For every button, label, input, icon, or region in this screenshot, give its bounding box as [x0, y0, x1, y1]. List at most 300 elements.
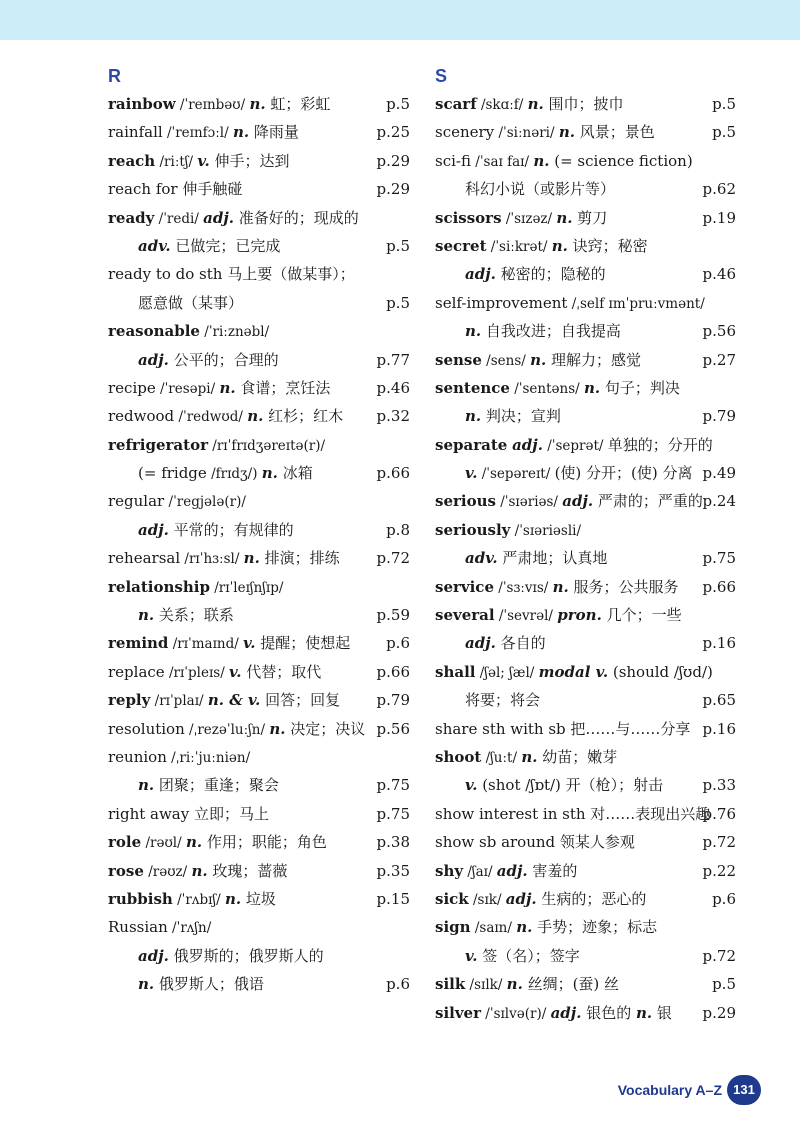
phonetic: /ˈrʌʃn/ — [167, 920, 212, 937]
entry-text — [435, 999, 672, 1028]
part-of-speech: n. — [219, 378, 236, 397]
part-of-speech: n. — [138, 776, 155, 795]
definition: 剪刀 — [572, 208, 608, 227]
part-of-speech: adj. — [505, 889, 537, 908]
definition: 理解力；感觉 — [546, 350, 642, 369]
phonetic: /rəʊz/ — [143, 863, 192, 880]
entry-line — [435, 999, 736, 1027]
page-reference: p.76 — [702, 804, 736, 823]
definition: 各自的 — [495, 634, 546, 653]
entry-line — [108, 487, 410, 515]
headword: ready — [108, 208, 155, 227]
phonetic: /sens/ — [481, 352, 531, 369]
definition: 判决；宣判 — [481, 407, 561, 426]
phonetic: /ˈriːznəbl/ — [199, 324, 270, 341]
phonetic: /ˈreɪnbəʊ/ — [175, 97, 250, 113]
entry-list-r — [108, 90, 410, 999]
headword: shall — [435, 662, 476, 681]
phonetic: /sɪlk/ — [465, 977, 507, 994]
headword: sick — [435, 889, 469, 908]
entry-text — [108, 573, 283, 602]
definition: 准备好的；现成的 — [234, 208, 359, 227]
entry-text — [435, 118, 655, 147]
entry-continuation — [435, 942, 736, 970]
definition: 单独的；分开的 — [607, 435, 713, 454]
headword: shoot — [435, 747, 482, 766]
definition: 愿意做（某事） — [138, 293, 244, 312]
definition: sci-fi — [435, 151, 471, 170]
part-of-speech: v. — [465, 946, 478, 965]
page-reference: p.19 — [702, 208, 736, 227]
entry-text — [435, 800, 711, 828]
page-reference: p.49 — [702, 464, 736, 483]
entry-continuation — [108, 232, 410, 260]
entry-text — [465, 317, 621, 345]
phonetic: /rɪˈhɜːsl/ — [180, 551, 244, 568]
entry-text — [435, 970, 619, 999]
entry-continuation — [108, 942, 410, 970]
definition: redwood — [108, 407, 175, 426]
entry-line — [108, 175, 410, 203]
definition: reach for 伸手触碰 — [108, 180, 243, 199]
headword: silver — [435, 1003, 482, 1022]
definition: 虹；彩虹 — [265, 95, 331, 113]
headword: rainbow — [108, 95, 176, 113]
definition: 平常的；有规律的 — [168, 520, 294, 539]
definition: (shot /ʃɒt/) 开（枪）；射击 — [477, 776, 664, 795]
definition: 玫瑰；蔷薇 — [207, 861, 288, 880]
page-reference: p.46 — [376, 378, 410, 397]
definition: 排演；排练 — [259, 549, 340, 568]
definition: (使) 分开；(使) 分离 — [554, 464, 693, 483]
part-of-speech: adj. — [465, 634, 496, 653]
page-reference: p.15 — [376, 889, 410, 908]
page-reference: p.16 — [702, 719, 736, 738]
part-of-speech: adj. — [562, 492, 594, 511]
definition: 科幻小说（或影片等） — [465, 180, 616, 199]
part-of-speech: n. — [247, 407, 264, 426]
headword: several — [435, 606, 495, 625]
entry-text — [138, 771, 279, 799]
definition: 关系；联系 — [154, 606, 234, 625]
phonetic: /ˌriːˈjuːniən/ — [166, 749, 251, 766]
entry-line — [435, 289, 736, 317]
page-reference: p.5 — [712, 123, 736, 142]
entry-text — [108, 544, 340, 573]
definition: (= fridge — [138, 464, 207, 483]
entry-text — [435, 289, 705, 318]
page-reference: p.6 — [386, 634, 410, 653]
entry-text — [108, 857, 287, 886]
entry-line — [108, 857, 410, 885]
entry-text — [108, 800, 269, 828]
entry-text — [435, 374, 680, 403]
page-reference: p.56 — [702, 322, 736, 341]
definition: 手势；迹象；标志 — [532, 918, 658, 937]
phonetic: /ˈsiːkrət/ — [486, 238, 552, 255]
page-reference: p.77 — [376, 350, 410, 369]
definition: rainfall — [108, 123, 163, 142]
part-of-speech: n. — [138, 606, 155, 625]
entry-text — [465, 402, 561, 430]
entry-text — [435, 857, 577, 886]
definition: reunion — [108, 747, 167, 766]
phonetic: /riːtʃ/ — [155, 153, 198, 170]
page-reference: p.5 — [712, 975, 736, 994]
headword: seriously — [435, 520, 511, 539]
entry-line — [108, 204, 410, 232]
entry-text — [138, 346, 279, 374]
phonetic: /ˈsevrəl/ — [494, 608, 558, 625]
definition: 决定；决议 — [285, 719, 366, 738]
entry-text — [435, 90, 624, 119]
page-reference: p.29 — [702, 1003, 736, 1022]
phonetic: /ˈredwʊd/ — [174, 409, 248, 426]
entry-text — [108, 402, 343, 431]
part-of-speech: n. — [138, 975, 155, 994]
entry-line — [108, 629, 410, 657]
entry-line — [435, 857, 736, 885]
page-reference: p.5 — [386, 95, 410, 113]
entry-text — [435, 743, 617, 772]
entry-line — [108, 90, 410, 118]
definition: 银色的 — [581, 1003, 636, 1022]
definition: 代替；取代 — [241, 662, 322, 681]
phonetic: /sɪk/ — [468, 891, 506, 908]
definition: 丝绸；(蚕) 丝 — [522, 975, 620, 994]
phonetic: /ˈsɪəriəsli/ — [510, 522, 582, 539]
entry-line — [435, 913, 736, 941]
entry-continuation — [435, 175, 736, 203]
part-of-speech: v. — [465, 776, 478, 795]
entry-line — [435, 885, 736, 913]
entry-text — [465, 544, 607, 572]
page-reference: p.72 — [702, 833, 736, 852]
entry-continuation — [435, 317, 736, 345]
page-reference: p.79 — [376, 691, 410, 710]
definition: 食谱；烹饪法 — [235, 378, 331, 397]
page-reference: p.29 — [376, 180, 410, 199]
entry-line — [108, 118, 410, 146]
headword: scissors — [435, 208, 502, 227]
page-reference: p.29 — [376, 151, 410, 170]
phonetic: /ˈsaɪ faɪ/ — [470, 153, 534, 170]
entry-continuation — [108, 289, 410, 317]
page-reference: p.75 — [702, 549, 736, 568]
entry-text — [435, 601, 682, 630]
entry-text — [108, 260, 355, 288]
entry-continuation — [108, 601, 410, 629]
headword: relationship — [108, 577, 210, 596]
entry-continuation — [435, 459, 736, 487]
phonetic: /skɑːf/ — [476, 97, 528, 113]
entry-text — [108, 175, 242, 203]
page-reference: p.38 — [376, 833, 410, 852]
definition: self-improvement — [435, 293, 568, 312]
entry-text — [108, 147, 290, 176]
page-reference: p.25 — [376, 123, 410, 142]
part-of-speech: n. — [527, 95, 544, 113]
headword: remind — [108, 634, 169, 653]
entry-text — [465, 771, 663, 799]
definition: 提醒；使想起 — [255, 634, 351, 653]
entry-line — [108, 431, 410, 459]
entry-line — [108, 658, 410, 686]
page-reference: p.22 — [702, 861, 736, 880]
footer-section-label: Vocabulary A–Z — [617, 1082, 722, 1098]
definition: 诀窍；秘密 — [567, 236, 648, 255]
entry-text — [435, 828, 635, 856]
headword: separate — [435, 435, 508, 454]
phonetic: /ˈsɪzəz/ — [501, 210, 557, 227]
definition: replace — [108, 662, 165, 681]
headword: sense — [435, 350, 482, 369]
entry-text — [108, 431, 325, 460]
definition: 已做完；已完成 — [170, 236, 281, 255]
entry-continuation — [108, 771, 410, 799]
headword: reasonable — [108, 322, 200, 341]
entry-text — [435, 885, 646, 914]
page-reference: p.46 — [702, 265, 736, 284]
entry-text — [435, 147, 693, 176]
entry-text — [108, 204, 359, 233]
entry-line — [435, 232, 736, 260]
phonetic: /ˈregjələ(r)/ — [164, 494, 246, 511]
headword: role — [108, 833, 142, 852]
page-reference: p.66 — [376, 464, 410, 483]
part-of-speech: modal v. — [538, 662, 609, 681]
part-of-speech: n. — [232, 123, 250, 142]
entry-text — [465, 260, 606, 288]
page-reference: p.66 — [376, 662, 410, 681]
part-of-speech: n. — [191, 861, 208, 880]
part-of-speech: adj. — [550, 1003, 582, 1022]
entry-line — [435, 90, 736, 118]
part-of-speech: n. — [465, 407, 482, 426]
headword: serious — [435, 492, 496, 511]
entry-text — [435, 232, 648, 261]
definition: 自我改进；自我提高 — [481, 322, 621, 341]
part-of-speech: n. — [249, 95, 266, 113]
definition: 降雨量 — [249, 123, 299, 142]
phonetic: /ˈredi/ — [154, 210, 204, 227]
entry-line — [435, 601, 736, 629]
entry-line — [108, 573, 410, 601]
page-reference: p.16 — [702, 634, 736, 653]
page-reference: p.59 — [376, 606, 410, 625]
entry-line — [108, 828, 410, 856]
phonetic: /rəʊl/ — [141, 835, 186, 852]
entry-continuation — [108, 970, 410, 998]
definition: 回答；回复 — [260, 691, 341, 710]
part-of-speech: adj. — [203, 208, 235, 227]
definition: 围巾；披巾 — [543, 95, 624, 113]
part-of-speech: n. — [558, 123, 575, 142]
definition: 生病的；恶心的 — [536, 889, 647, 908]
column-s — [435, 62, 736, 1027]
definition: 风景；景色 — [574, 123, 655, 142]
headword: reach — [108, 151, 156, 170]
entry-line — [108, 402, 410, 430]
entry-text — [108, 374, 330, 403]
phonetic: /ˌrezəˈluːʃn/ — [184, 721, 270, 738]
definition: (= science fiction) — [549, 151, 693, 170]
entry-line — [108, 544, 410, 572]
definition: 幼苗；嫩芽 — [537, 747, 618, 766]
part-of-speech: n. — [261, 464, 278, 483]
headword: rubbish — [108, 889, 173, 908]
entry-line — [108, 686, 410, 714]
entry-text — [465, 942, 580, 970]
phonetic: /ˈrʌbɪʃ/ — [172, 891, 225, 908]
definition: (should /ʃʊd/) — [608, 662, 713, 681]
entry-text — [435, 431, 713, 460]
definition: scenery — [435, 123, 495, 142]
entry-continuation — [435, 544, 736, 572]
page-reference: p.6 — [386, 975, 410, 994]
entry-text — [138, 459, 313, 488]
part-of-speech: n. & v. — [207, 691, 261, 710]
part-of-speech: adj. — [138, 520, 169, 539]
page-reference: p.6 — [712, 889, 736, 908]
part-of-speech: v. — [229, 662, 242, 681]
definition: show interest in sth 对……表现出兴趣 — [435, 804, 711, 823]
page-reference: p.75 — [376, 804, 410, 823]
part-of-speech: n. — [584, 378, 601, 397]
entry-text — [108, 317, 269, 346]
entry-line — [108, 260, 410, 288]
headword: sign — [435, 918, 471, 937]
entry-text — [138, 601, 234, 629]
part-of-speech: n. — [516, 918, 533, 937]
entry-text — [108, 658, 321, 687]
entry-text — [108, 629, 350, 658]
definition: 俄罗斯的；俄罗斯人的 — [168, 946, 324, 965]
entry-text — [435, 658, 713, 687]
entry-line — [435, 374, 736, 402]
definition: 严肃地；认真地 — [497, 549, 608, 568]
definition: resolution — [108, 719, 185, 738]
entry-continuation — [435, 771, 736, 799]
headword: reply — [108, 691, 151, 710]
part-of-speech: adv. — [465, 549, 498, 568]
definition: 垃圾 — [241, 889, 276, 908]
page-reference: p.65 — [702, 691, 736, 710]
page-number-badge: 131 — [727, 1075, 761, 1105]
entry-line — [435, 431, 736, 459]
entry-text — [435, 573, 679, 602]
entry-text — [465, 175, 615, 203]
part-of-speech: n. — [635, 1003, 653, 1022]
entry-line — [435, 516, 736, 544]
entry-continuation — [435, 260, 736, 288]
entry-text — [138, 232, 280, 260]
page-reference: p.27 — [702, 350, 736, 369]
entry-line — [435, 147, 736, 175]
definition: Russian — [108, 918, 168, 937]
entry-line — [435, 487, 736, 515]
definition: 句子；判决 — [600, 378, 680, 397]
page-reference: p.5 — [386, 293, 410, 312]
entry-line — [108, 800, 410, 828]
entry-text — [108, 715, 365, 744]
page-reference: p.33 — [702, 776, 736, 795]
entry-line — [435, 715, 736, 743]
phonetic: /rɪˈleɪʃnʃɪp/ — [209, 579, 284, 596]
phonetic: /ˈresəpi/ — [155, 380, 220, 397]
definition: 作用；职能；角色 — [202, 833, 327, 852]
headword: silk — [435, 975, 466, 994]
entry-text — [108, 487, 246, 516]
definition: 红杉；红木 — [263, 407, 344, 426]
headword: scarf — [435, 95, 477, 113]
part-of-speech: adj. — [496, 861, 528, 880]
phonetic: /ʃəl; ʃæl/ — [475, 664, 539, 681]
definition: right away 立即；马上 — [108, 804, 269, 823]
entry-continuation — [108, 459, 410, 487]
phonetic: /frɪdʒ/) — [206, 466, 262, 483]
entry-line — [435, 743, 736, 771]
entry-text — [465, 459, 693, 488]
headword: secret — [435, 236, 487, 255]
section-letter-r: R — [108, 66, 121, 86]
entry-text — [138, 516, 294, 544]
phonetic: /rɪˈfrɪdʒəreɪtə(r)/ — [208, 437, 326, 454]
entry-text — [435, 346, 641, 375]
definition: 服务；公共服务 — [568, 577, 679, 596]
entry-text — [435, 715, 690, 743]
part-of-speech: pron. — [557, 606, 602, 625]
entry-continuation — [435, 402, 736, 430]
entry-line — [435, 800, 736, 828]
phonetic: /ˈsentəns/ — [509, 380, 584, 397]
entry-text — [108, 913, 211, 942]
entry-line — [108, 885, 410, 913]
phonetic: /ˈsɪlvə(r)/ — [481, 1005, 551, 1022]
entry-text — [465, 629, 546, 657]
headword: refrigerator — [108, 435, 208, 454]
headword: rose — [108, 861, 144, 880]
entry-text — [108, 118, 299, 147]
part-of-speech: n. — [506, 975, 523, 994]
definition: 团聚；重逢；聚会 — [154, 776, 279, 795]
entry-line — [435, 970, 736, 998]
entry-text — [435, 204, 607, 233]
part-of-speech: n. — [556, 208, 573, 227]
section-letter-s: S — [435, 66, 448, 86]
entry-text — [138, 289, 243, 317]
page-reference: p.79 — [702, 407, 736, 426]
page-reference: p.8 — [386, 520, 410, 539]
entry-line — [108, 743, 410, 771]
part-of-speech: v. — [197, 151, 210, 170]
definition: 严肃的；严重的 — [593, 492, 703, 511]
page-reference: p.32 — [376, 407, 410, 426]
part-of-speech: n. — [552, 577, 569, 596]
definition: 将要；将会 — [465, 691, 541, 710]
phonetic: /ˈseprət/ — [542, 437, 608, 454]
part-of-speech: n. — [521, 747, 538, 766]
entry-continuation — [435, 629, 736, 657]
entry-continuation — [108, 516, 410, 544]
headword: sentence — [435, 378, 510, 397]
page-reference: p.72 — [376, 549, 410, 568]
definition: rehearsal — [108, 549, 181, 568]
entry-text — [465, 686, 540, 714]
part-of-speech: n. — [185, 833, 203, 852]
phonetic: /ˌself ɪmˈpruːvmənt/ — [567, 295, 705, 312]
entry-text — [138, 942, 324, 970]
